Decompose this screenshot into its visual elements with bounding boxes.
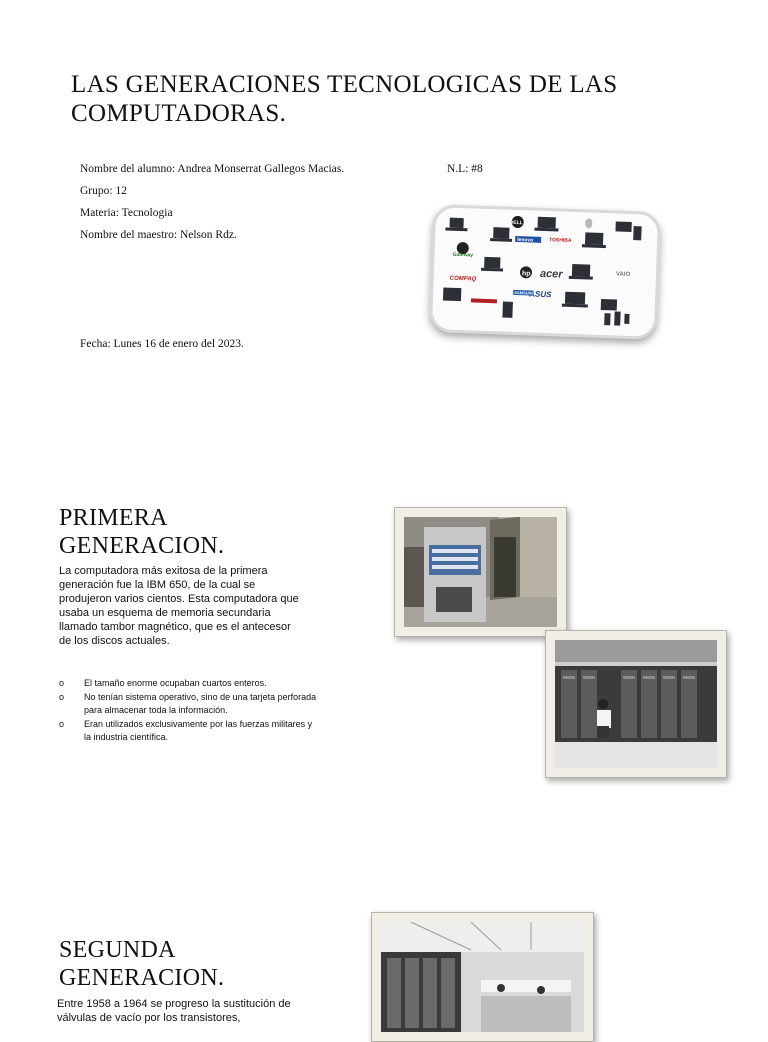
segunda-title-line2: GENERACION. xyxy=(59,965,225,991)
bullet-marker-icon: o xyxy=(59,691,65,702)
list-item xyxy=(59,677,319,691)
ibm-650-photo-frame xyxy=(394,507,567,637)
operator-photo-frame xyxy=(545,630,727,778)
primera-paragraph: La computadora más exitosa de la primera generación fue la IBM 650, de la cual se produjeron varios cientos. Esta computadora que usaba un esquema de memoria secundaria llamado tambor magnético, que es el antecesor de los discos actuales. xyxy=(59,565,299,647)
primera-title-line1: PRIMERA xyxy=(59,505,168,531)
segunda-photo-frame xyxy=(371,912,594,1042)
list-item xyxy=(59,691,319,718)
bullet-text: Eran utilizados exclusivamente por las fuerzas militares y la industria científica. xyxy=(84,718,313,742)
segunda-paragraph: Entre 1958 a 1964 se progreso la sustitución de válvulas de vacío por los transistores, xyxy=(57,998,291,1024)
bullet-text: El tamaño enorme ocupaban cuartos enteros. xyxy=(84,678,267,688)
segunda-title-line1: SEGUNDA xyxy=(59,937,176,963)
bullet-marker-icon: o xyxy=(59,678,65,688)
date-line: Fecha: Lunes 16 de enero del 2023. xyxy=(80,338,244,350)
apple-logo-icon xyxy=(585,218,592,228)
segunda-title xyxy=(59,936,319,992)
primera-title xyxy=(59,504,319,560)
brand-gateway: Gateway xyxy=(452,251,474,259)
document-title: LAS GENERACIONES TECNOLOGICAS DE LAS COMPUTADORAS. xyxy=(71,71,618,127)
brand-compaq: COMPAQ xyxy=(449,275,477,283)
brand-acer: acer xyxy=(539,267,563,281)
bullet-text: No tenían sistema operativo, sino de una tarjeta perforada para almacenar toda la información. xyxy=(84,691,317,715)
teacher-line: Nombre del maestro: Nelson Rdz. xyxy=(80,229,237,241)
brand-vaio: VAIO xyxy=(615,271,631,278)
operator-photo xyxy=(555,640,717,768)
brand-asus: ASUS xyxy=(529,289,552,300)
ibm-650-photo xyxy=(404,517,557,627)
brand-samsung: SAMSUNG xyxy=(514,289,535,296)
brand-hp: hp xyxy=(521,270,531,278)
primera-bullet-list xyxy=(59,677,319,745)
computer-brands-image xyxy=(429,204,661,340)
list-number: N.L: #8 xyxy=(447,163,483,175)
bullet-marker-icon: o xyxy=(59,718,65,729)
subject-line: Materia: Tecnologia xyxy=(80,207,173,219)
brand-lenovo: lenovo xyxy=(516,237,534,244)
brand-toshiba: TOSHIBA xyxy=(549,237,572,244)
primera-title-line2: GENERACION. xyxy=(59,533,225,559)
list-item xyxy=(59,718,319,745)
segunda-computer-room-photo xyxy=(381,922,584,1032)
brands-collage xyxy=(432,207,658,337)
group-line: Grupo: 12 xyxy=(80,185,127,197)
student-name: Nombre del alumno: Andrea Monserrat Gallegos Macias. xyxy=(80,163,345,175)
brand-dell: DELL xyxy=(509,219,523,227)
